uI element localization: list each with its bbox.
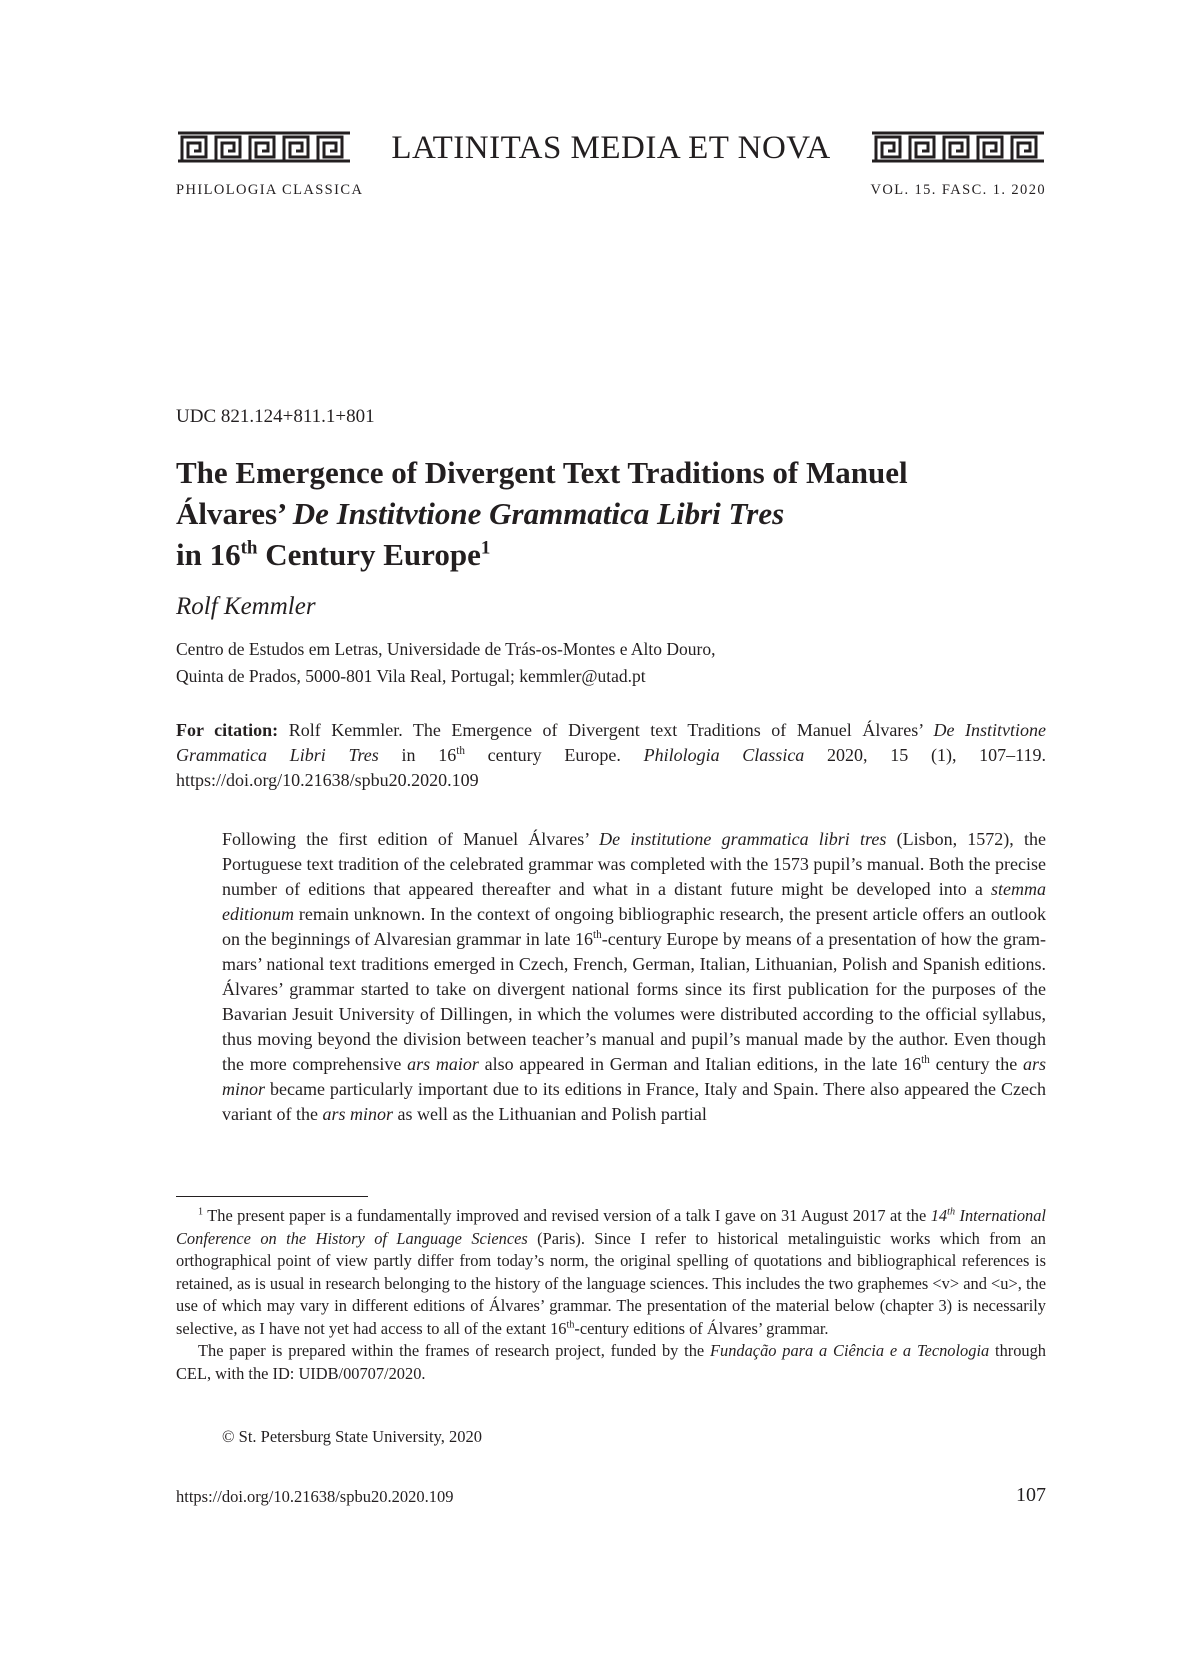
author-name: Rolf Kemmler xyxy=(176,593,316,620)
journal-volume: VOL. 15. FASC. 1. 2020 xyxy=(870,182,1046,198)
udc-code: UDC 821.124+811.1+801 xyxy=(176,406,375,427)
footnote-funding: The paper is prepared within the frames of research project, funded by the Fundação para a Ciência e a Tecnologia through CEL, with the ID: UIDB/00707/2020. xyxy=(176,1341,1047,1383)
title-line-1: The Emergence of Divergent Text Traditions of Manuel xyxy=(176,455,908,490)
title-italic-work: De Institvtione Grammatica Libri Tres xyxy=(292,496,785,531)
journal-series: PHILOLOGIA CLASSICA xyxy=(176,182,364,198)
footer-doi-link[interactable]: https://doi.org/10.21638/spbu20.2020.109 xyxy=(176,1487,454,1506)
abstract: Following the first edition of Manuel Álvares’ De institutione grammatica libri tres (Lisbon, 1572), the Portuguese text tradition of the celebrated grammar was completed with the 1573 pupil’s manual. Both the precise number of editions that appeared thereafter and what in a distant future might be developed into a stemma editionum remain unknown. In the context of ongoing bibliographic research, the present article offers an outlook on the beginnings of Alvaresian grammar in late 16th-century Europe by means of a presentation of how the grammars’ national text traditions emerged in Czech, French, German, Italian, Lithuanian, Polish and Spanish editions. Álvares’ grammar started to take on divergent national forms since its first publication for the purposes of the Bavarian Jesuit University of Dillingen, in which the volumes were distributed according to the official syllabus, thus moving beyond the division between teacher’s manual and pupil’s manual made by the author. Even though the more comprehensive ars maior also appeared in German and Italian editions, in the late 16th century the ars minor became particularly important due to its editions in France, Italy and Spain. There also appeared the Czech variant of the ars minor as well as the Lithuanian and Polish partial xyxy=(222,829,1047,1124)
page-number: 107 xyxy=(1016,1484,1046,1506)
article-title: The Emergence of Divergent Text Traditions of Manuel Álvares’ De Institvtione Grammatica Libri Tres in 16th Century Europe$^1$ xyxy=(176,455,908,572)
citation-label: For citation: xyxy=(176,720,279,740)
journal-title: LATINITAS MEDIA ET NOVA xyxy=(391,130,831,166)
footnote-1: $^1$ The present paper is a fundamentally improved and revised version of a talk I gave on 31 August 2017 at the 14th International Conference on the History of Language Sciences (Paris). Since I refer to historical metalinguistic works which from an orthographical point of view partly differ from today’s norm, the original spelling of quotations and bibliographical references is retained, as is usual in research belonging to the history of the language sciences. This includes the two graphemes <v> and <u>, the use of which may vary in different editions of Álvares’ grammar. The presentation of the material below (chapter 3) is necessarily selective, as I have not yet had access to all of the extant 16th-century editions of Álvares’ grammar. xyxy=(176,1206,1046,1338)
author-affiliation: Centro de Estudos em Letras, Universidade de Trás-os-Montes e Alto Douro, Quinta de Prados, 5000-801 Vila Real, Portugal; kemmler@utad.pt xyxy=(176,639,716,686)
title-footnote-mark[interactable]: 1 xyxy=(480,537,491,559)
journal-masthead xyxy=(176,128,1046,170)
footnotes xyxy=(176,1205,1046,1385)
citation-doi[interactable]: 2020, 15 (1), 107–119. https://doi.org/10.21638/spbu20.2020.109 xyxy=(176,745,1047,790)
copyright-notice: © St. Petersburg State University, 2020 xyxy=(222,1427,483,1446)
citation-block: For citation: Rolf Kemmler. The Emergence of Divergent text Traditions of Manuel Álvares’ De Institvtione Grammatica Libri Tres in 16th century Europe. Philologia Classica 2020, 15 (1), 107–119. https://doi.org/10.21638/spbu20.2020.109 xyxy=(176,720,1047,790)
meander-ornament-right-icon xyxy=(870,131,1046,163)
footnote-divider xyxy=(176,1196,368,1197)
